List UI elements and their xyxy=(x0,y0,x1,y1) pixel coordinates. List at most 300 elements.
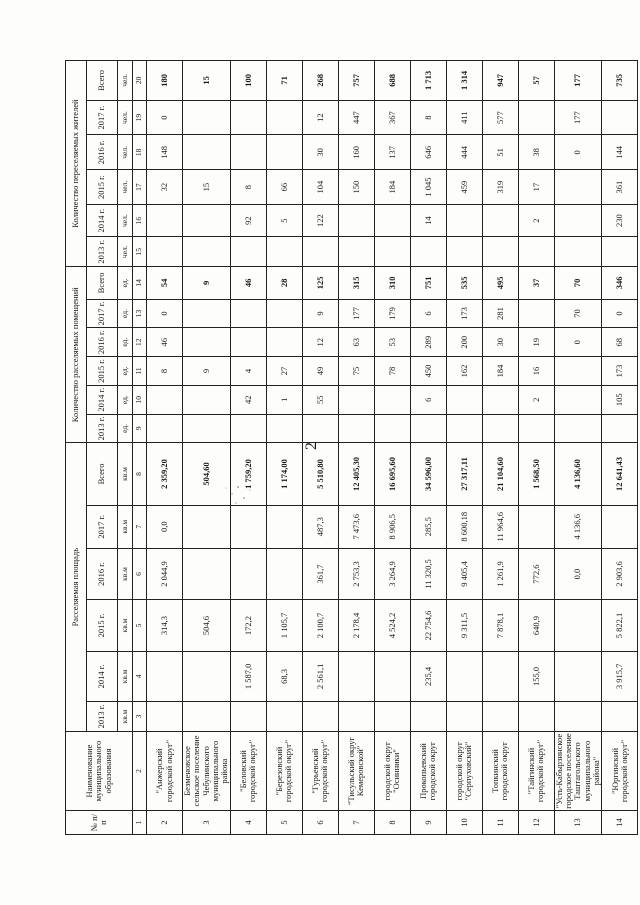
rooms-cell: 12 xyxy=(302,328,338,357)
area-cell: 1 759,20 xyxy=(230,443,266,505)
row-number: 3 xyxy=(183,811,231,835)
table-row xyxy=(266,61,302,835)
area-cell xyxy=(147,651,183,701)
unit-header: кв.м xyxy=(118,443,133,505)
column-index: 3 xyxy=(133,702,147,732)
area-cell: 1 174,00 xyxy=(266,443,302,505)
area-cell: 2 903,6 xyxy=(602,548,638,600)
people-cell: 150 xyxy=(338,170,374,205)
column-index: 17 xyxy=(133,170,147,205)
people-cell: 177 xyxy=(554,100,602,135)
people-cell xyxy=(518,100,554,135)
unit-header: ед. xyxy=(118,357,133,386)
area-cell: 12 405,30 xyxy=(338,443,374,505)
row-number: 4 xyxy=(230,811,266,835)
area-cell: 3 264,9 xyxy=(374,548,410,600)
rooms-cell xyxy=(183,414,231,443)
area-cell: 27 317,11 xyxy=(446,443,482,505)
rooms-cell: 75 xyxy=(338,357,374,386)
rooms-cell: 28 xyxy=(266,267,302,299)
area-cell: 772,6 xyxy=(518,548,554,600)
people-cell: 2 xyxy=(518,204,554,236)
rooms-cell xyxy=(374,385,410,414)
table-row xyxy=(147,61,183,835)
rooms-year-header: 2017 г. xyxy=(87,299,118,328)
people-cell: 100 xyxy=(230,61,266,101)
unit-header: кв.м xyxy=(118,505,133,548)
header-rooms-group: Количество расселяемых помещений xyxy=(66,267,87,443)
area-cell: 7 473,6 xyxy=(338,505,374,548)
rooms-cell xyxy=(446,414,482,443)
area-cell xyxy=(446,702,482,732)
rooms-cell: 173 xyxy=(602,357,638,386)
people-cell: 361 xyxy=(602,170,638,205)
unit-header: кв.м xyxy=(118,548,133,600)
municipality-name: "Беловский городской округ" xyxy=(230,732,266,811)
people-cell xyxy=(147,204,183,236)
header-area-group: Расселяемая площадь xyxy=(66,443,87,732)
column-index: 7 xyxy=(133,505,147,548)
people-cell: 646 xyxy=(410,135,446,170)
municipality-name: Топкинский городской округ xyxy=(482,732,518,811)
rooms-cell: 535 xyxy=(446,267,482,299)
area-cell: 2 561,1 xyxy=(302,651,338,701)
rooms-cell: 54 xyxy=(147,267,183,299)
rooms-cell: 105 xyxy=(602,385,638,414)
rooms-cell: 2 xyxy=(518,385,554,414)
municipality-name: Безменовское сельское поселение Чебулинского муниципального района xyxy=(183,732,231,811)
area-cell: 2 044,9 xyxy=(147,548,183,600)
people-cell xyxy=(230,100,266,135)
area-year-header: 2016 г. xyxy=(87,548,118,600)
people-cell: 8 xyxy=(410,100,446,135)
table-row xyxy=(410,61,446,835)
people-cell xyxy=(374,204,410,236)
area-cell xyxy=(183,651,231,701)
rooms-cell xyxy=(374,414,410,443)
rooms-cell xyxy=(183,299,231,328)
area-cell: 34 596,00 xyxy=(410,443,446,505)
people-year-header: 2015 г. xyxy=(87,170,118,205)
area-cell xyxy=(266,548,302,600)
rooms-cell: 346 xyxy=(602,267,638,299)
area-cell: 9 311,5 xyxy=(446,600,482,652)
people-cell xyxy=(266,100,302,135)
rooms-cell xyxy=(482,414,518,443)
row-number: 5 xyxy=(266,811,302,835)
area-cell xyxy=(518,505,554,548)
unit-header: ед. xyxy=(118,267,133,299)
people-cell: 122 xyxy=(302,204,338,236)
people-cell: 30 xyxy=(302,135,338,170)
table-row xyxy=(518,61,554,835)
area-cell xyxy=(147,702,183,732)
area-cell xyxy=(482,702,518,732)
unit-header: ед. xyxy=(118,299,133,328)
unit-header: ед. xyxy=(118,385,133,414)
people-cell xyxy=(482,204,518,236)
column-index: 2 xyxy=(133,732,147,811)
rooms-cell: 42 xyxy=(230,385,266,414)
rooms-cell xyxy=(554,357,602,386)
area-cell: 4 136,6 xyxy=(554,505,602,548)
rooms-cell xyxy=(554,385,602,414)
rooms-cell: 200 xyxy=(446,328,482,357)
column-index: 20 xyxy=(133,61,147,101)
area-cell: 2 178,4 xyxy=(338,600,374,652)
area-cell: 3 915,7 xyxy=(602,651,638,701)
rooms-cell: 179 xyxy=(374,299,410,328)
people-cell xyxy=(602,100,638,135)
people-cell: 447 xyxy=(338,100,374,135)
row-number: 7 xyxy=(338,811,374,835)
area-year-header: Всего xyxy=(87,443,118,505)
header-name: Наименование муниципального образования xyxy=(66,732,133,811)
area-cell xyxy=(230,505,266,548)
unit-header: кв.м xyxy=(118,702,133,732)
rooms-cell: 27 xyxy=(266,357,302,386)
area-cell xyxy=(554,600,602,652)
area-cell: 4 524,2 xyxy=(374,600,410,652)
rooms-cell: 16 xyxy=(518,357,554,386)
people-cell: 38 xyxy=(518,135,554,170)
rooms-cell: 46 xyxy=(230,267,266,299)
column-index: 8 xyxy=(133,443,147,505)
people-cell xyxy=(374,237,410,267)
rooms-cell: 173 xyxy=(446,299,482,328)
area-cell: 0,0 xyxy=(554,548,602,600)
people-cell xyxy=(602,237,638,267)
people-cell xyxy=(230,135,266,170)
rooms-year-header: Всего xyxy=(87,267,118,299)
people-cell: 177 xyxy=(554,61,602,101)
people-cell xyxy=(554,237,602,267)
people-cell xyxy=(410,237,446,267)
rooms-cell: 6 xyxy=(410,299,446,328)
unit-header: чел. xyxy=(118,135,133,170)
area-cell: 9 405,4 xyxy=(446,548,482,600)
rooms-cell: 495 xyxy=(482,267,518,299)
rooms-cell: 162 xyxy=(446,357,482,386)
area-cell: 2 753,3 xyxy=(338,548,374,600)
unit-header: ед. xyxy=(118,328,133,357)
rooms-cell: 46 xyxy=(147,328,183,357)
area-cell: 1 261,9 xyxy=(482,548,518,600)
area-cell: 155,0 xyxy=(518,651,554,701)
municipality-name: "Гурьевский городской округ" xyxy=(302,732,338,811)
area-cell: 1 568,50 xyxy=(518,443,554,505)
rooms-cell: 1 xyxy=(266,385,302,414)
table-row xyxy=(183,61,231,835)
area-cell xyxy=(338,702,374,732)
people-cell xyxy=(518,237,554,267)
people-cell: 1 314 xyxy=(446,61,482,101)
table-row xyxy=(230,61,266,835)
row-number: 8 xyxy=(374,811,410,835)
people-cell: 51 xyxy=(482,135,518,170)
people-cell: 32 xyxy=(147,170,183,205)
rooms-cell: 49 xyxy=(302,357,338,386)
people-cell: 367 xyxy=(374,100,410,135)
page-number: 2 xyxy=(303,442,320,450)
rooms-cell: 8 xyxy=(147,357,183,386)
people-cell: 319 xyxy=(482,170,518,205)
area-cell: 2 100,7 xyxy=(302,600,338,652)
people-cell: 17 xyxy=(518,170,554,205)
rooms-cell xyxy=(410,414,446,443)
area-cell xyxy=(554,702,602,732)
people-cell: 180 xyxy=(147,61,183,101)
people-cell: 15 xyxy=(183,61,231,101)
people-cell xyxy=(183,237,231,267)
rooms-cell xyxy=(183,328,231,357)
area-cell: 21 104,60 xyxy=(482,443,518,505)
people-cell: 14 xyxy=(410,204,446,236)
municipality-name: городской округ "Серпуховский" xyxy=(446,732,482,811)
rooms-cell: 0 xyxy=(602,299,638,328)
rooms-cell: 9 xyxy=(183,357,231,386)
rooms-cell: 19 xyxy=(518,328,554,357)
unit-header: кв.м xyxy=(118,600,133,652)
rooms-cell: 184 xyxy=(482,357,518,386)
rooms-cell: 63 xyxy=(338,328,374,357)
area-cell: 361,7 xyxy=(302,548,338,600)
table-row xyxy=(554,61,602,835)
resettlement-table xyxy=(65,60,638,835)
area-year-header: 2017 г. xyxy=(87,505,118,548)
rooms-cell xyxy=(230,299,266,328)
municipality-name: Прокопьевский городской округ xyxy=(410,732,446,811)
people-cell: 160 xyxy=(338,135,374,170)
rooms-cell: 310 xyxy=(374,267,410,299)
people-cell: 1 045 xyxy=(410,170,446,205)
people-cell: 947 xyxy=(482,61,518,101)
rooms-cell xyxy=(518,414,554,443)
area-cell: 640,9 xyxy=(518,600,554,652)
rooms-cell: 125 xyxy=(302,267,338,299)
unit-header: чел. xyxy=(118,61,133,101)
rooms-year-header: 2015 г. xyxy=(87,357,118,386)
rooms-cell xyxy=(183,385,231,414)
area-cell: 172,2 xyxy=(230,600,266,652)
area-year-header: 2014 г. xyxy=(87,651,118,701)
unit-header: кв.м xyxy=(118,651,133,701)
column-index: 19 xyxy=(133,100,147,135)
people-cell: 104 xyxy=(302,170,338,205)
rooms-cell: 315 xyxy=(338,267,374,299)
people-cell xyxy=(482,237,518,267)
people-cell: 0 xyxy=(554,135,602,170)
rooms-cell: 37 xyxy=(518,267,554,299)
people-year-header: Всего xyxy=(87,61,118,101)
area-cell xyxy=(518,702,554,732)
column-index: 14 xyxy=(133,267,147,299)
rooms-cell: 53 xyxy=(374,328,410,357)
people-cell: 735 xyxy=(602,61,638,101)
table-row xyxy=(374,61,410,835)
unit-header: чел. xyxy=(118,100,133,135)
municipality-name: "Юргинский городской округ" xyxy=(602,732,638,811)
row-number: 6 xyxy=(302,811,338,835)
rooms-cell xyxy=(446,385,482,414)
column-index: 6 xyxy=(133,548,147,600)
rooms-cell xyxy=(266,299,302,328)
area-cell xyxy=(230,702,266,732)
rooms-cell: 70 xyxy=(554,267,602,299)
table-row xyxy=(446,61,482,835)
rooms-cell xyxy=(230,414,266,443)
area-cell xyxy=(183,548,231,600)
people-cell: 5 xyxy=(266,204,302,236)
area-cell xyxy=(302,702,338,732)
area-cell xyxy=(374,702,410,732)
area-cell xyxy=(602,702,638,732)
unit-header: чел. xyxy=(118,237,133,267)
area-cell xyxy=(554,651,602,701)
row-number: 9 xyxy=(410,811,446,835)
column-index: 18 xyxy=(133,135,147,170)
area-cell xyxy=(374,651,410,701)
rooms-cell: 4 xyxy=(230,357,266,386)
column-index: 10 xyxy=(133,385,147,414)
area-year-header: 2013 г. xyxy=(87,702,118,732)
people-cell: 1 713 xyxy=(410,61,446,101)
people-year-header: 2013 г. xyxy=(87,237,118,267)
people-cell: 12 xyxy=(302,100,338,135)
people-cell xyxy=(230,237,266,267)
column-index: 13 xyxy=(133,299,147,328)
area-cell: 11 964,6 xyxy=(482,505,518,548)
people-year-header: 2016 г. xyxy=(87,135,118,170)
area-cell: 2 359,20 xyxy=(147,443,183,505)
people-cell: 459 xyxy=(446,170,482,205)
rooms-cell: 30 xyxy=(482,328,518,357)
people-cell: 66 xyxy=(266,170,302,205)
unit-header: ед. xyxy=(118,414,133,443)
rooms-cell xyxy=(518,299,554,328)
rooms-cell xyxy=(338,414,374,443)
rooms-year-header: 2013 г. xyxy=(87,414,118,443)
area-cell: 504,6 xyxy=(183,600,231,652)
rooms-cell: 0 xyxy=(554,328,602,357)
row-number: 13 xyxy=(554,811,602,835)
rooms-cell: 70 xyxy=(554,299,602,328)
area-cell: 68,3 xyxy=(266,651,302,701)
unit-header: чел. xyxy=(118,204,133,236)
area-cell: 314,3 xyxy=(147,600,183,652)
people-cell: 230 xyxy=(602,204,638,236)
area-year-header: 2015 г. xyxy=(87,600,118,652)
rooms-cell: 55 xyxy=(302,385,338,414)
row-number: 11 xyxy=(482,811,518,835)
people-cell xyxy=(338,237,374,267)
people-year-header: 2014 г. xyxy=(87,204,118,236)
area-cell xyxy=(266,505,302,548)
area-cell: 1 587,0 xyxy=(230,651,266,701)
rooms-cell xyxy=(266,328,302,357)
rooms-cell: 177 xyxy=(338,299,374,328)
people-cell: 144 xyxy=(602,135,638,170)
people-cell: 8 xyxy=(230,170,266,205)
people-cell: 688 xyxy=(374,61,410,101)
rooms-cell: 9 xyxy=(183,267,231,299)
people-cell xyxy=(266,135,302,170)
area-cell: 5 510,80 xyxy=(302,443,338,505)
area-cell xyxy=(602,505,638,548)
rooms-cell: 0 xyxy=(147,299,183,328)
area-cell: 8 600,18 xyxy=(446,505,482,548)
rooms-cell xyxy=(147,385,183,414)
area-cell xyxy=(183,505,231,548)
area-cell: 504,60 xyxy=(183,443,231,505)
municipality-name: "Усть-Кабырзинское городское поселение Таштагольского муниципального района" xyxy=(553,733,602,809)
people-cell: 757 xyxy=(338,61,374,101)
area-cell: 8 906,5 xyxy=(374,505,410,548)
people-cell xyxy=(302,237,338,267)
rooms-cell: 9 xyxy=(302,299,338,328)
rooms-cell xyxy=(147,414,183,443)
people-cell: 148 xyxy=(147,135,183,170)
rooms-year-header: 2014 г. xyxy=(87,385,118,414)
rooms-cell: 68 xyxy=(602,328,638,357)
people-cell: 92 xyxy=(230,204,266,236)
people-cell xyxy=(183,100,231,135)
rooms-cell xyxy=(554,414,602,443)
area-cell: 16 695,60 xyxy=(374,443,410,505)
people-cell xyxy=(446,204,482,236)
column-index: 5 xyxy=(133,600,147,652)
people-cell xyxy=(147,237,183,267)
rooms-cell: 450 xyxy=(410,357,446,386)
column-index: 15 xyxy=(133,237,147,267)
municipality-name: городской округ "Осинники" xyxy=(374,732,410,811)
rooms-cell: 751 xyxy=(410,267,446,299)
people-cell: 577 xyxy=(482,100,518,135)
column-index: 12 xyxy=(133,328,147,357)
people-cell: 444 xyxy=(446,135,482,170)
table-frame xyxy=(65,60,629,835)
rooms-cell xyxy=(482,385,518,414)
municipality-name: "Анжерский городской округ" xyxy=(147,732,183,811)
area-cell: 12 641,43 xyxy=(602,443,638,505)
rooms-cell xyxy=(266,414,302,443)
people-cell xyxy=(183,204,231,236)
area-cell xyxy=(446,651,482,701)
municipality-name: "Березовский городской округ" xyxy=(266,732,302,811)
area-cell xyxy=(482,651,518,701)
rooms-cell: 78 xyxy=(374,357,410,386)
row-number: 2 xyxy=(147,811,183,835)
header-num: № п/п xyxy=(66,811,133,835)
unit-header: чел. xyxy=(118,170,133,205)
table-row xyxy=(482,61,518,835)
column-index: 1 xyxy=(133,811,147,835)
municipality-name: "Тайгинский городской округ" xyxy=(518,732,554,811)
area-cell: 22 754,6 xyxy=(410,600,446,652)
people-year-header: 2017 г. xyxy=(87,100,118,135)
rooms-year-header: 2016 г. xyxy=(87,328,118,357)
row-number: 12 xyxy=(518,811,554,835)
area-cell xyxy=(338,651,374,701)
column-index: 16 xyxy=(133,204,147,236)
area-cell xyxy=(266,702,302,732)
area-cell: 1 105,7 xyxy=(266,600,302,652)
area-cell xyxy=(183,702,231,732)
table-row xyxy=(302,61,338,835)
people-cell: 0 xyxy=(147,100,183,135)
area-cell xyxy=(410,702,446,732)
area-cell: 487,3 xyxy=(302,505,338,548)
